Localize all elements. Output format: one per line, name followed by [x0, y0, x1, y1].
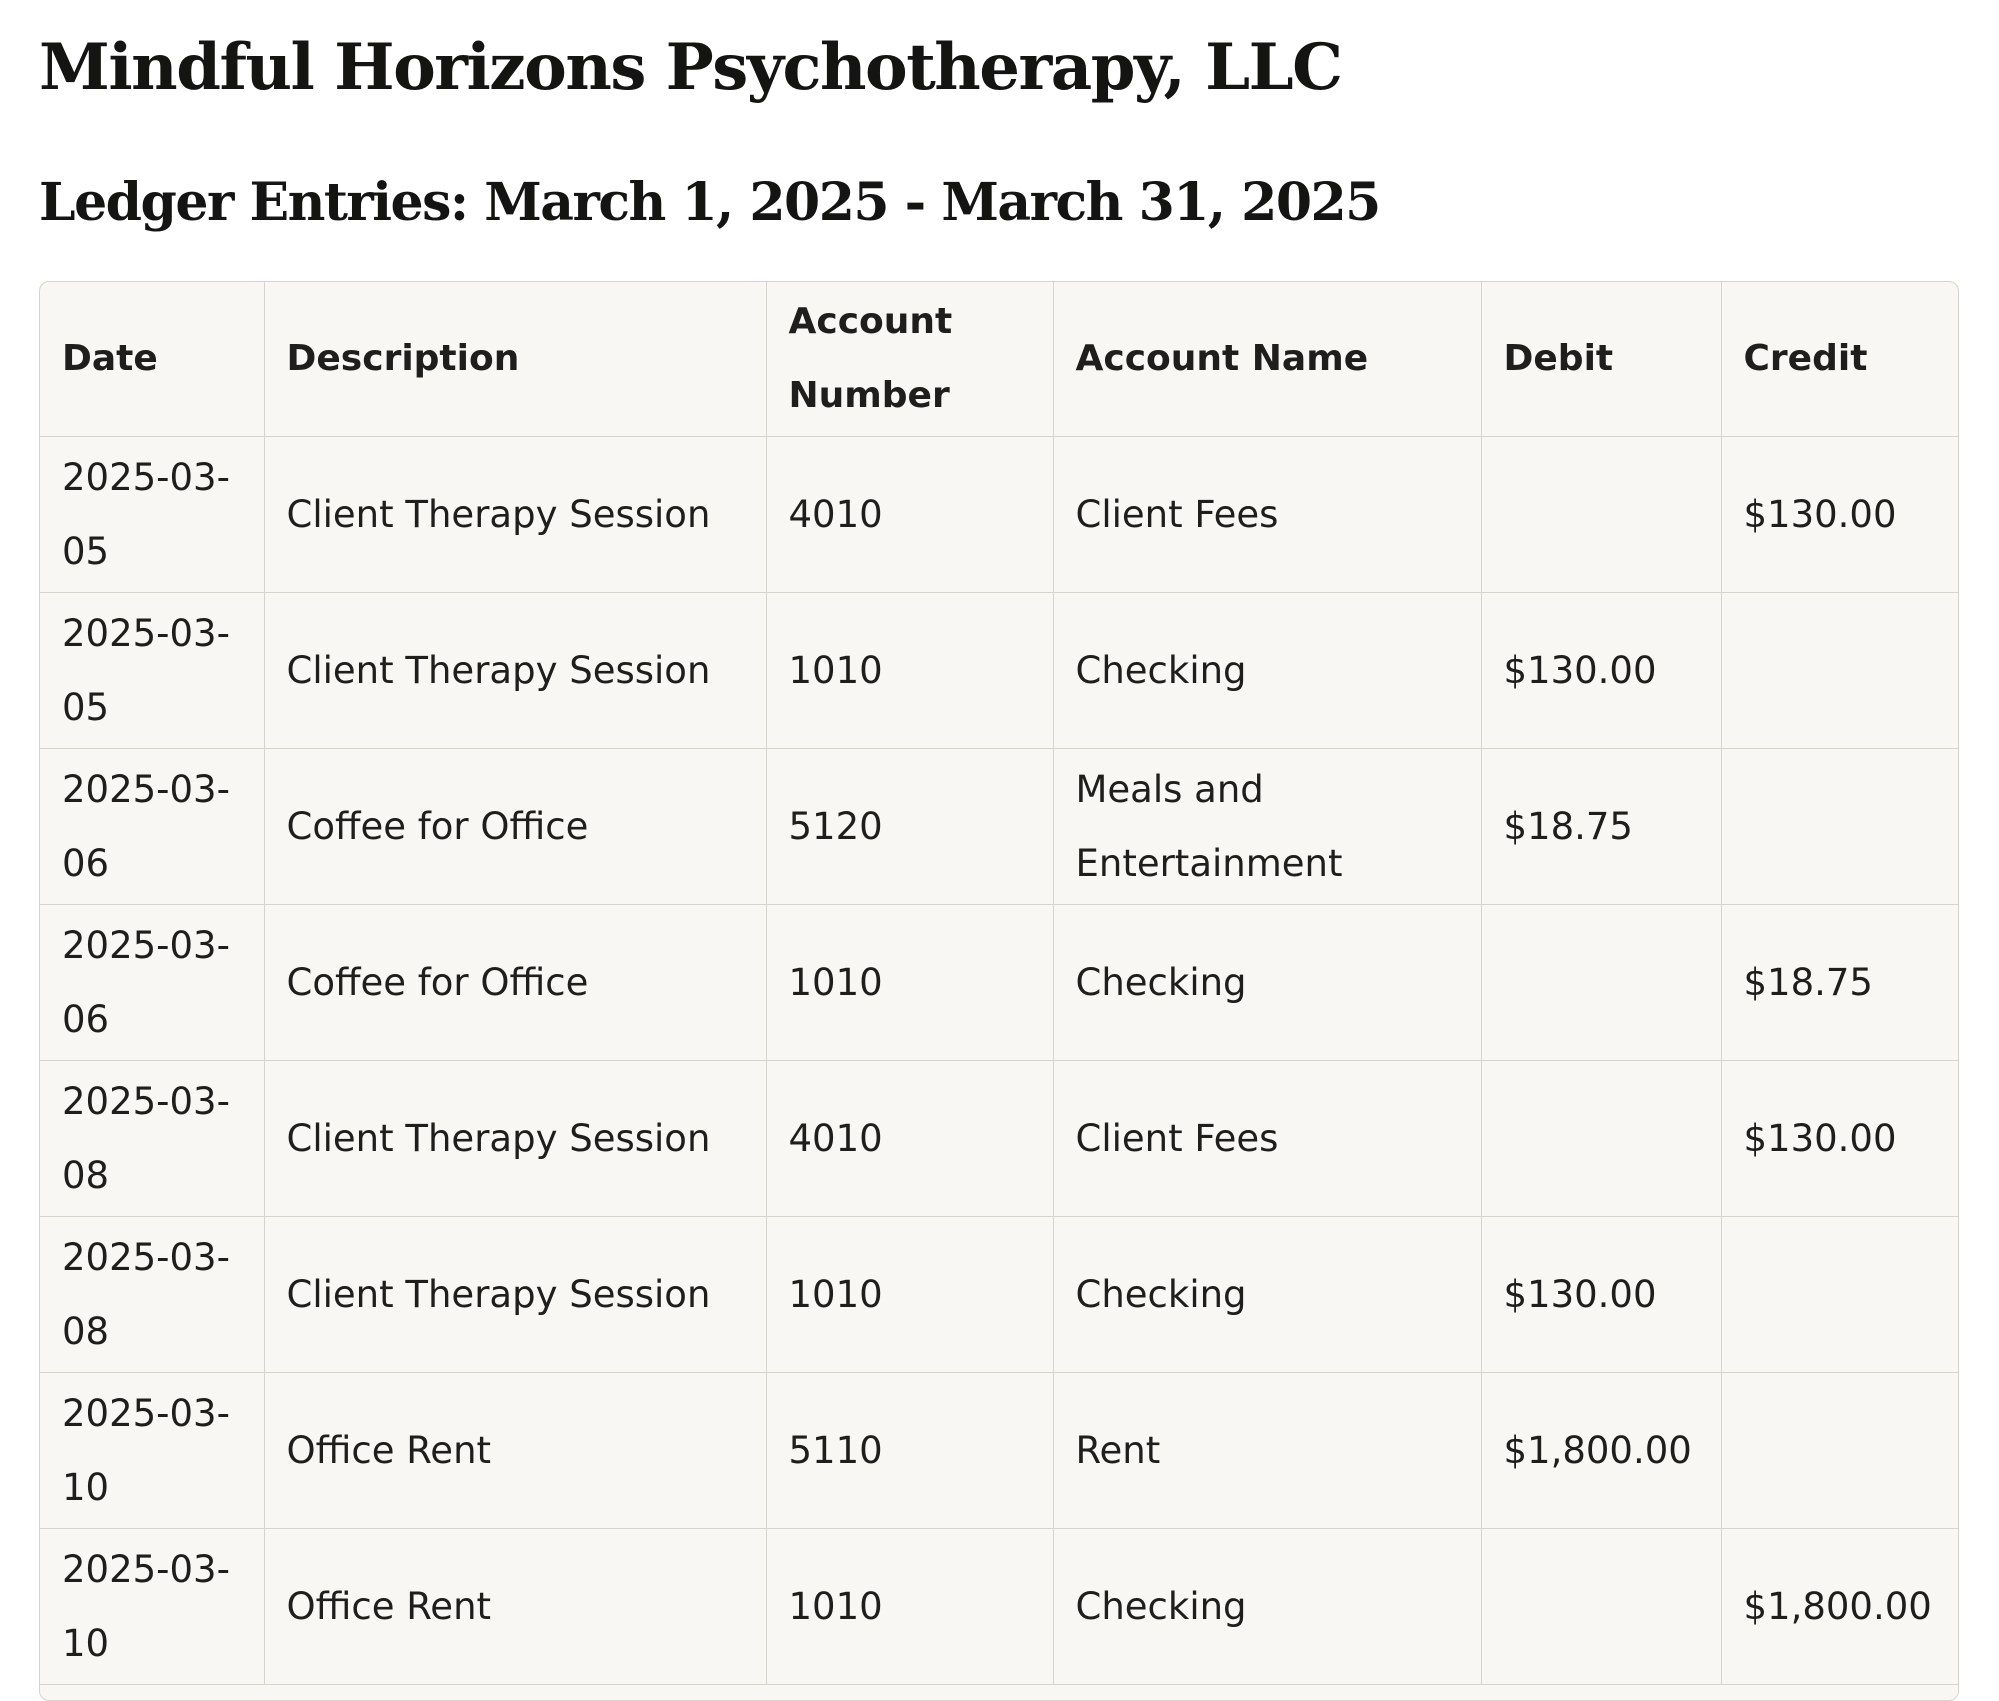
- header-debit: Debit: [1481, 282, 1721, 437]
- cell-date: 2025-03-10: [40, 1529, 264, 1685]
- cell-debit: [1481, 1529, 1721, 1685]
- cell-description: Office Rent: [264, 1529, 766, 1685]
- table-row: [40, 905, 1958, 1061]
- table-row: [40, 1529, 1958, 1685]
- cell-credit: [1721, 593, 1958, 749]
- cell-debit: $130.00: [1481, 593, 1721, 749]
- cell-date: 2025-03-08: [40, 1217, 264, 1373]
- cell-date: 2025-03-08: [40, 1061, 264, 1217]
- cell-account-name: Meals and Entertainment: [1053, 749, 1481, 905]
- cell-account-number: 1010: [766, 1217, 1053, 1373]
- cell-date: 2025-03-06: [40, 749, 264, 905]
- table-row: [40, 1061, 1958, 1217]
- header-account-number: Account Number: [766, 282, 1053, 437]
- cell-date: 2025-03-10: [40, 1373, 264, 1529]
- table-row: [40, 437, 1958, 593]
- cell-credit: [1721, 1217, 1958, 1373]
- cell-account-name: Client Fees: [1053, 1061, 1481, 1217]
- cell-account-number: 5120: [766, 749, 1053, 905]
- page-title: Mindful Horizons Psychotherapy, LLC: [39, 30, 1342, 105]
- cell-account-number: 1010: [766, 905, 1053, 1061]
- cell-description: Client Therapy Session: [264, 1217, 766, 1373]
- table-row: [40, 593, 1958, 749]
- header-date: Date: [40, 282, 264, 437]
- cell-credit: $130.00: [1721, 1061, 1958, 1217]
- cell-account-name: Checking: [1053, 1217, 1481, 1373]
- cell-debit: $18.75: [1481, 749, 1721, 905]
- cell-date: 2025-03-06: [40, 905, 264, 1061]
- cell-date: 2025-03-05: [40, 593, 264, 749]
- cell-description: Coffee for Office: [264, 749, 766, 905]
- cell-account-name: Checking: [1053, 1529, 1481, 1685]
- cell-credit: [1721, 1373, 1958, 1529]
- cell-debit: [1481, 905, 1721, 1061]
- cell-account-name: Rent: [1053, 1373, 1481, 1529]
- table-row: [40, 1373, 1958, 1529]
- cell-credit: $18.75: [1721, 905, 1958, 1061]
- table-row: [40, 749, 1958, 905]
- cell-account-number: 1010: [766, 593, 1053, 749]
- cell-description: Coffee for Office: [264, 905, 766, 1061]
- cell-date: 2025-03-05: [40, 437, 264, 593]
- cell-credit: [1721, 749, 1958, 905]
- ledger-table: [40, 282, 1958, 1685]
- page-subtitle: Ledger Entries: March 1, 2025 - March 31, 2025: [39, 172, 1380, 233]
- cell-account-name: Checking: [1053, 593, 1481, 749]
- header-account-name: Account Name: [1053, 282, 1481, 437]
- cell-account-number: 5110: [766, 1373, 1053, 1529]
- cell-debit: $130.00: [1481, 1217, 1721, 1373]
- cell-description: Office Rent: [264, 1373, 766, 1529]
- table-row: [40, 1217, 1958, 1373]
- header-description: Description: [264, 282, 766, 437]
- cell-account-name: Client Fees: [1053, 437, 1481, 593]
- ledger-table-container: [39, 281, 1959, 1701]
- cell-description: Client Therapy Session: [264, 437, 766, 593]
- table-header-row: [40, 282, 1958, 437]
- header-credit: Credit: [1721, 282, 1958, 437]
- cell-description: Client Therapy Session: [264, 1061, 766, 1217]
- cell-credit: $130.00: [1721, 437, 1958, 593]
- cell-account-number: 4010: [766, 1061, 1053, 1217]
- cell-debit: [1481, 1061, 1721, 1217]
- cell-debit: $1,800.00: [1481, 1373, 1721, 1529]
- cell-account-name: Checking: [1053, 905, 1481, 1061]
- cell-credit: $1,800.00: [1721, 1529, 1958, 1685]
- cell-description: Client Therapy Session: [264, 593, 766, 749]
- cell-account-number: 1010: [766, 1529, 1053, 1685]
- cell-account-number: 4010: [766, 437, 1053, 593]
- cell-debit: [1481, 437, 1721, 593]
